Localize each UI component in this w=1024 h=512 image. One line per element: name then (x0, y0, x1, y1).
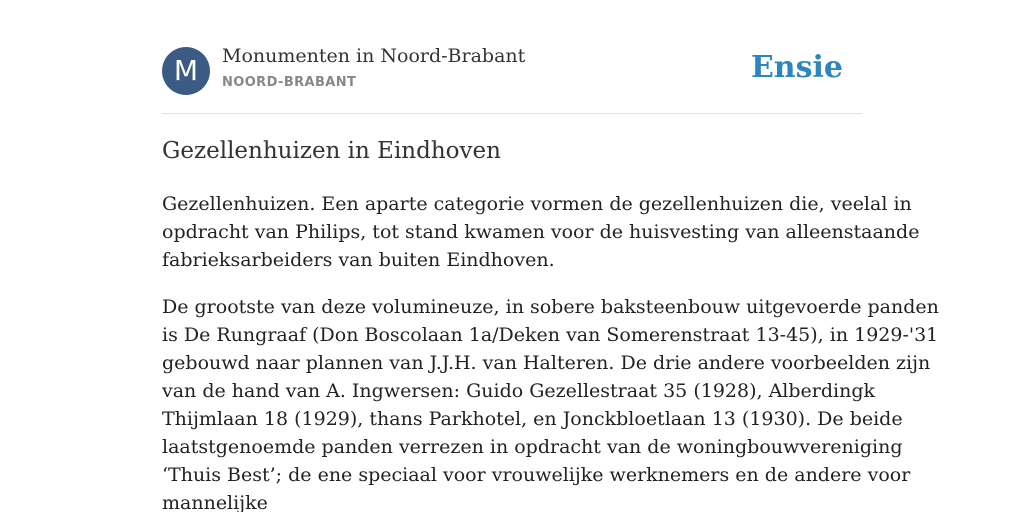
site-header (162, 0, 862, 114)
paragraph-line: is De Rungraaf (Don Boscolaan 1a/Deken van Somerenstraat 13-45), in 1929-'31 (162, 324, 939, 346)
avatar[interactable]: M (162, 47, 210, 95)
site-title[interactable]: Monumenten in Noord-Brabant (222, 45, 526, 67)
article-title: Gezellenhuizen in Eindhoven (162, 138, 501, 164)
article-paragraph (162, 293, 939, 512)
article-paragraph (162, 190, 920, 274)
paragraph-line: Thijmlaan 18 (1929), thans Parkhotel, en Jonckbloetlaan 13 (1930). De beide (162, 408, 903, 430)
paragraph-line: van de hand van A. Ingwersen: Guido Gezellestraat 35 (1928), Alberdingk (162, 380, 876, 402)
paragraph-line: fabrieksarbeiders van buiten Eindhoven. (162, 249, 555, 271)
paragraph-line: opdracht van Philips, tot stand kwamen voor de huisvesting van alleenstaande (162, 221, 920, 243)
site-subtitle[interactable]: NOORD-BRABANT (222, 75, 357, 90)
paragraph-line: laatstgenoemde panden verrezen in opdracht van de woningbouwvereniging (162, 436, 903, 458)
paragraph-line: De grootste van deze volumineuze, in sobere baksteenbouw uitgevoerde panden (162, 296, 939, 318)
brand-logo[interactable]: Ensie (750, 50, 843, 85)
paragraph-line: gebouwd naar plannen van J.J.H. van Halteren. De drie andere voorbeelden zijn (162, 352, 931, 374)
paragraph-line: mannelijke (162, 492, 268, 512)
page-container (162, 0, 939, 512)
paragraph-line: Gezellenhuizen. Een aparte categorie vormen de gezellenhuizen die, veelal in (162, 193, 912, 215)
paragraph-line: ‘Thuis Best’; de ene speciaal voor vrouwelijke werknemers en de andere voor (162, 464, 911, 486)
